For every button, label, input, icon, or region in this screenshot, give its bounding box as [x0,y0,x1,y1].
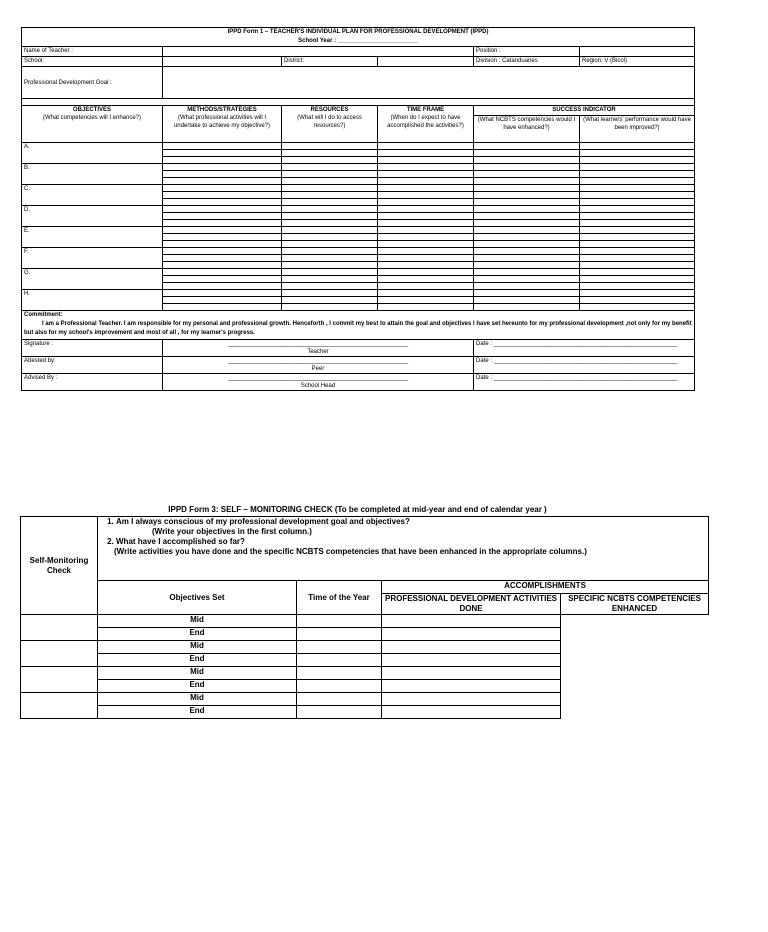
plan-cell[interactable] [474,241,580,248]
competencies-cell[interactable] [382,641,561,654]
plan-cell[interactable] [282,234,378,241]
plan-cell[interactable] [580,269,695,276]
plan-cell[interactable] [282,255,378,262]
activities-cell[interactable] [297,667,382,680]
plan-cell[interactable] [580,234,695,241]
plan-cell[interactable] [163,262,282,269]
time-frame-header: TIME FRAME (When do I expect to have accomplished the activities?) [378,106,474,143]
plan-cell[interactable] [580,297,695,304]
plan-cell[interactable] [378,199,474,206]
objectives-header: OBJECTIVES (What competencies will I enhance?) [22,106,163,143]
objective-set-cell[interactable] [21,693,98,719]
school-label: School: [22,57,163,67]
activities-cell[interactable] [297,641,382,654]
plan-cell[interactable] [282,213,378,220]
objective-label-cell[interactable]: F. [22,248,163,269]
activities-cell[interactable] [297,615,382,628]
plan-cell[interactable] [580,185,695,192]
plan-cell[interactable] [580,283,695,290]
division-field: Division : Catanduanes [474,57,580,67]
plan-cell[interactable] [163,157,282,164]
competencies-cell[interactable] [382,654,561,667]
plan-cell[interactable] [580,220,695,227]
question-1: 1. Am I always conscious of my professional development goal and objectives? [116,517,706,527]
monitoring-row [21,667,709,680]
questions-block [98,517,709,581]
plan-cell[interactable] [580,241,695,248]
teacher-date-field[interactable]: Date : _______________________________________________________ [474,340,695,357]
plan-cell[interactable] [282,157,378,164]
plan-cell[interactable] [378,234,474,241]
plan-cell[interactable] [378,206,474,213]
plan-cell[interactable] [378,164,474,171]
plan-cell[interactable] [378,150,474,157]
monitoring-row [21,654,709,667]
goal-label: Professional Development Goal : [22,67,163,99]
plan-cell[interactable] [282,185,378,192]
plan-cell[interactable] [163,192,282,199]
head-date-field[interactable]: Date : _______________________________________________________ [474,374,695,391]
plan-cell[interactable] [378,290,474,297]
plan-cell[interactable] [378,276,474,283]
plan-cell[interactable] [282,276,378,283]
monitoring-row [21,680,709,693]
plan-cell[interactable] [474,199,580,206]
position-label: Position : [474,47,580,57]
plan-cell[interactable] [163,213,282,220]
plan-cell[interactable] [474,206,580,213]
plan-cell[interactable] [474,171,580,178]
competencies-cell[interactable] [382,628,561,641]
plan-cell[interactable] [163,220,282,227]
activities-cell[interactable] [297,693,382,706]
plan-cell[interactable] [163,297,282,304]
plan-cell[interactable] [580,192,695,199]
plan-cell[interactable] [378,157,474,164]
position-field[interactable] [580,47,695,57]
period-cell: Mid [98,615,297,628]
plan-cell[interactable] [163,178,282,185]
objective-row [22,227,695,234]
objective-row [22,206,695,213]
plan-cell[interactable] [580,150,695,157]
plan-cell[interactable] [163,276,282,283]
objective-row [22,185,695,192]
objective-label-cell[interactable]: E. [22,227,163,248]
plan-cell[interactable] [378,220,474,227]
plan-cell[interactable] [474,220,580,227]
plan-cell[interactable] [580,248,695,255]
competencies-cell[interactable] [382,680,561,693]
plan-cell[interactable] [163,241,282,248]
plan-cell[interactable] [282,241,378,248]
plan-cell[interactable] [580,304,695,311]
district-label: District: [282,57,378,67]
plan-cell[interactable] [474,262,580,269]
peer-date-field[interactable]: Date : _______________________________________________________ [474,357,695,374]
plan-cell[interactable] [580,227,695,234]
plan-cell[interactable] [474,234,580,241]
plan-cell[interactable] [474,227,580,234]
plan-cell[interactable] [282,262,378,269]
plan-cell[interactable] [163,171,282,178]
monitoring-row [21,693,709,706]
monitoring-row [21,706,709,719]
plan-cell[interactable] [580,143,695,150]
advised-label: Advised By : [22,374,163,391]
objective-label-cell[interactable]: A. [22,143,163,164]
competencies-cell[interactable] [382,706,561,719]
school-year-field[interactable]: School Year : ________________________ [22,37,695,47]
plan-cell[interactable] [163,185,282,192]
objective-row [22,143,695,150]
peer-signature-field[interactable]: ______________________________________________________ Peer [163,357,474,374]
monitoring-row [21,628,709,641]
ncbts-subheader: (What NCBTS competencies would I have enhanced?) [474,116,580,143]
plan-cell[interactable] [163,269,282,276]
plan-cell[interactable] [580,206,695,213]
competencies-cell[interactable] [382,615,561,628]
plan-cell[interactable] [282,206,378,213]
objective-label-cell[interactable]: B. [22,164,163,185]
plan-cell[interactable] [378,255,474,262]
activities-cell[interactable] [297,680,382,693]
period-cell: Mid [98,667,297,680]
plan-cell[interactable] [378,304,474,311]
plan-cell[interactable] [378,297,474,304]
success-indicator-header: SUCCESS INDICATOR [474,106,695,116]
plan-cell[interactable] [378,185,474,192]
form3-title: IPPD Form 3: SELF – MONITORING CHECK (To be completed at mid-year and end of calendar year ) [168,505,547,514]
name-label: Name of Teacher : [22,47,163,57]
plan-cell[interactable] [580,255,695,262]
objective-set-cell[interactable] [21,641,98,667]
competencies-cell[interactable] [382,667,561,680]
plan-cell[interactable] [282,269,378,276]
plan-cell[interactable] [474,283,580,290]
period-cell: End [98,654,297,667]
plan-cell[interactable] [282,171,378,178]
plan-cell[interactable] [474,297,580,304]
objective-row [22,290,695,297]
objective-row [22,164,695,171]
plan-cell[interactable] [282,150,378,157]
objective-label-cell[interactable]: D. [22,206,163,227]
plan-cell[interactable] [282,297,378,304]
plan-cell[interactable] [474,143,580,150]
plan-cell[interactable] [580,171,695,178]
plan-cell[interactable] [282,192,378,199]
monitoring-rows [21,615,709,719]
period-cell: Mid [98,641,297,654]
ippd-form-3 [20,516,709,719]
self-monitoring-label: Self-Monitoring Check [21,517,98,615]
period-cell: End [98,680,297,693]
goal-field[interactable] [163,67,695,99]
plan-cell[interactable] [378,248,474,255]
methods-header: METHODS/STRATEGIES (What professional activities will I undertake to achieve my objective?) [163,106,282,143]
objectives-set-header: Objectives Set [98,581,297,615]
plan-cell[interactable] [163,150,282,157]
competencies-cell[interactable] [382,693,561,706]
objective-set-cell[interactable] [21,667,98,693]
commitment-block: Commitment: I am a Professional Teacher. I am responsible for my personal and professional growth. Henceforth , I commit my best to attain the goal and objectives I have set hereunto for my professional development ,not only for my benefit but also for my school's improvement and most of all , for my learner's progress. [22,311,695,340]
plan-cell[interactable] [282,178,378,185]
plan-cell[interactable] [282,220,378,227]
plan-cell[interactable] [163,283,282,290]
plan-cell[interactable] [163,206,282,213]
plan-cell[interactable] [580,178,695,185]
activities-cell[interactable] [297,628,382,641]
plan-cell[interactable] [163,143,282,150]
plan-cell[interactable] [474,290,580,297]
plan-cell[interactable] [474,255,580,262]
plan-cell[interactable] [474,164,580,171]
ippd-form-1 [21,27,695,391]
period-cell: End [98,706,297,719]
plan-cell[interactable] [163,164,282,171]
form1-title: IPPD Form 1 – TEACHER'S INDIVIDUAL PLAN FOR PROFESSIONAL DEVELOPMENT (IPPD) [22,28,695,38]
plan-cell[interactable] [282,248,378,255]
plan-cell[interactable] [378,269,474,276]
time-of-year-header: Time of the Year [297,581,382,615]
objective-row [22,248,695,255]
plan-cell[interactable] [282,164,378,171]
plan-cell[interactable] [474,150,580,157]
plan-cell[interactable] [580,290,695,297]
plan-cell[interactable] [163,255,282,262]
plan-cell[interactable] [378,143,474,150]
plan-cell[interactable] [378,192,474,199]
plan-cell[interactable] [163,199,282,206]
plan-cell[interactable] [474,213,580,220]
school-field[interactable] [163,57,282,67]
objective-label-cell[interactable]: G. [22,269,163,290]
monitoring-row [21,615,709,628]
plan-cell[interactable] [163,248,282,255]
monitoring-row [21,641,709,654]
plan-cell[interactable] [163,227,282,234]
plan-cell[interactable] [282,143,378,150]
plan-cell[interactable] [378,241,474,248]
spacer-row [22,99,695,106]
plan-cell[interactable] [378,227,474,234]
objective-set-cell[interactable] [21,615,98,641]
accomplishments-header: ACCOMPLISHMENTS [382,581,709,594]
plan-cell[interactable] [580,213,695,220]
plan-cell[interactable] [163,304,282,311]
plan-cell[interactable] [474,269,580,276]
plan-cell[interactable] [282,290,378,297]
objective-row [22,269,695,276]
plan-cell[interactable] [474,304,580,311]
activities-cell[interactable] [297,706,382,719]
activities-cell[interactable] [297,654,382,667]
plan-cell[interactable] [474,192,580,199]
plan-cell[interactable] [580,276,695,283]
plan-cell[interactable] [282,227,378,234]
resources-header: RESOURCES (What will I do to access resources?) [282,106,378,143]
plan-cell[interactable] [378,213,474,220]
plan-cell[interactable] [474,157,580,164]
objectives-rows [22,143,695,311]
plan-cell[interactable] [378,283,474,290]
question-2: 2. What have I accomplished so far? [116,537,706,547]
activities-done-header: PROFESSIONAL DEVELOPMENT ACTIVITIES DONE [382,594,561,615]
plan-cell[interactable] [378,262,474,269]
plan-cell[interactable] [474,178,580,185]
plan-cell[interactable] [163,234,282,241]
commitment-text: I am a Professional Teacher. I am responsible for my personal and professional growth. Henceforth , I commit my best to attain the goal and objectives I have set hereunto for my professional development ,not only for my benefit but also for my school's improvement and most of all , for my learner's progress. [24,321,692,336]
plan-cell[interactable] [282,199,378,206]
question-1-note: (Write your objectives in the first column.) [152,527,312,536]
name-field[interactable] [163,47,474,57]
competencies-header: SPECIFIC NCBTS COMPETENCIES ENHANCED [561,594,709,615]
question-2-note: (Write activities you have done and the specific NCBTS competencies that have been enhanced in the appropriate columns.) [114,547,587,556]
plan-cell[interactable] [580,199,695,206]
signature-label: Signature : [22,340,163,357]
plan-cell[interactable] [378,178,474,185]
plan-cell[interactable] [474,276,580,283]
objective-label-cell[interactable]: H. [22,290,163,311]
plan-cell[interactable] [474,185,580,192]
plan-cell[interactable] [282,304,378,311]
plan-cell[interactable] [163,290,282,297]
plan-cell[interactable] [580,262,695,269]
district-field[interactable] [378,57,474,67]
plan-cell[interactable] [580,164,695,171]
learners-subheader: (What learners' performance would have been improved?) [580,116,695,143]
plan-cell[interactable] [378,171,474,178]
period-cell: Mid [98,693,297,706]
period-cell: End [98,628,297,641]
region-field: Region: V (Bicol) [580,57,695,67]
plan-cell[interactable] [580,157,695,164]
head-signature-field[interactable]: ______________________________________________________ School Head [163,374,474,391]
objective-label-cell[interactable]: C. [22,185,163,206]
attested-label: Attested by: [22,357,163,374]
plan-cell[interactable] [474,248,580,255]
plan-cell[interactable] [282,283,378,290]
teacher-signature-field[interactable]: ______________________________________________________ Teacher [163,340,474,357]
